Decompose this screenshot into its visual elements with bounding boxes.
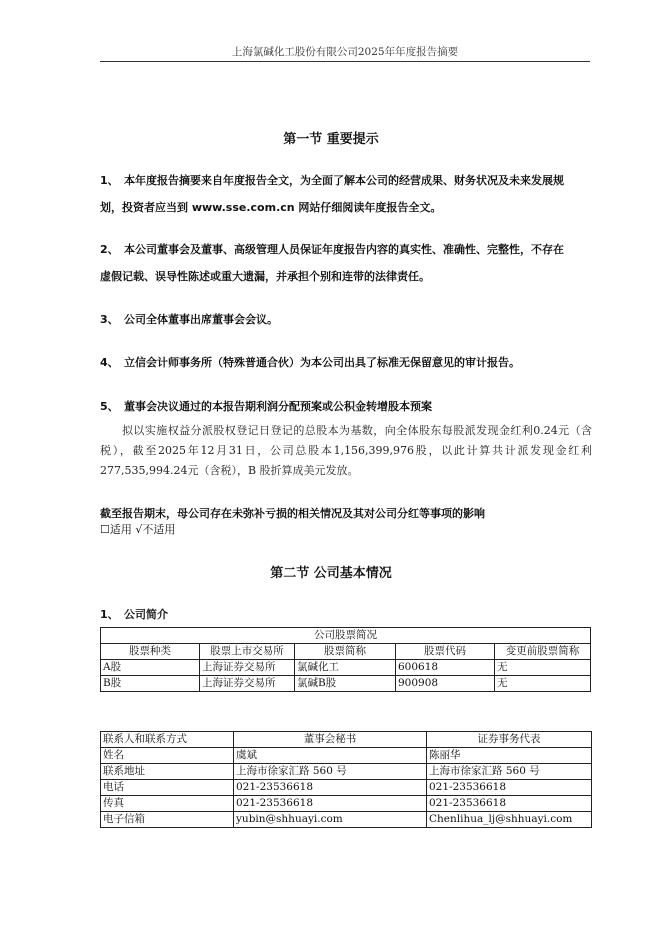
loss-heading: 截至报告期末，母公司存在未弥补亏损的相关情况及其对公司分红等事项的影响 [100,507,485,520]
table-row [101,676,591,692]
email-link[interactable]: Chenlihua_lj@shhuayi.com [427,812,592,828]
table-header-cell: 董事会秘书 [234,732,427,748]
company-intro-heading [100,601,592,628]
table-cell: 电子信箱 [101,812,234,828]
table-cell: 021-23536618 [427,796,592,812]
item-number: 4、 [100,356,119,369]
table-cell: 电话 [101,780,234,796]
item-label: 公司简介 [124,608,168,621]
dividend-paragraph: 拟以实施权益分派股权登记日登记的总股本为基数，向全体股东每股派发现金红利0.24元（含税），截至2025年12月31日，公司总股本1,156,399,976股，以此计算共计派发现金红利277,535,994.24元（含税），B 股折算成美元发放。 [100,424,592,477]
table-cell: 姓名 [101,748,234,764]
table-row [101,812,592,828]
table-header-cell: 变更前股票简称 [495,644,591,660]
loss-applicability: ☐适用 √不适用 [100,523,176,536]
table-cell: 021-23536618 [427,780,592,796]
item-text-line1: 董事会决议通过的本报告期利润分配预案或公积金转增股本预案 [124,400,432,413]
table-cell: 联系地址 [101,764,234,780]
table-header-cell: 证券事务代表 [427,732,592,748]
item-number: 1、 [100,174,119,187]
table-cell: 陈丽华 [427,748,592,764]
table-cell: 900908 [396,676,495,692]
notice-item-1 [100,167,592,221]
table-cell: 氯碱化工 [295,660,396,676]
notice-item-2 [100,236,592,290]
item-text-line1: 公司全体董事出席董事会会议。 [124,313,278,326]
table-header-cell: 股票种类 [101,644,200,660]
page-header: 上海氯碱化工股份有限公司2025年年度报告摘要 [231,46,459,58]
contact-table [100,731,592,828]
table-cell: 传真 [101,796,234,812]
item-number: 2、 [100,243,119,256]
table-cell: B股 [101,676,200,692]
table-cell: 600618 [396,660,495,676]
item-number: 1、 [100,608,119,621]
table-cell: A股 [101,660,200,676]
table-cell: 上海证券交易所 [200,660,295,676]
item-text-line2: 划，投资者应当到 www.sse.com.cn 网站仔细阅读年度报告全文。 [100,201,442,214]
table-row [101,748,592,764]
table-cell: 上海证券交易所 [200,676,295,692]
table-header-cell: 股票上市交易所 [200,644,295,660]
table-cell: 上海市徐家汇路 560 号 [234,764,427,780]
notice-item-5 [100,393,592,420]
section2-title: 第二节 公司基本情况 [270,566,392,581]
notice-item-3 [100,306,592,333]
table-row [101,796,592,812]
table-header-cell: 联系人和联系方式 [101,732,234,748]
item-text-line1: 本公司董事会及董事、高级管理人员保证年度报告内容的真实性、准确性、完整性，不存在 [124,243,564,256]
header-rule [100,61,590,62]
table-row [101,764,592,780]
table-cell: 021-23536618 [234,796,427,812]
item-text-line1: 立信会计师事务所（特殊普通合伙）为本公司出具了标准无保留意见的审计报告。 [124,356,520,369]
email-link[interactable]: yubin@shhuayi.com [234,812,427,828]
table-cell: 虞斌 [234,748,427,764]
table-header-cell: 股票代码 [396,644,495,660]
notice-item-4 [100,349,592,376]
item-number: 5、 [100,400,119,413]
table-cell: 无 [495,676,591,692]
item-text-line1: 本年度报告摘要来自年度报告全文，为全面了解本公司的经营成果、财务状况及未来发展规 [124,174,564,187]
table-row [101,660,591,676]
table-header-cell: 股票简称 [295,644,396,660]
stock-table-caption: 公司股票简况 [101,628,591,644]
table-cell: 上海市徐家汇路 560 号 [427,764,592,780]
table-cell: 无 [495,660,591,676]
item-text-line2: 虚假记载、误导性陈述或重大遗漏，并承担个别和连带的法律责任。 [100,270,430,283]
item-number: 3、 [100,313,119,326]
stock-table [100,627,591,692]
section1-title: 第一节 重要提示 [283,132,379,147]
table-row [101,780,592,796]
table-cell: 021-23536618 [234,780,427,796]
table-cell: 氯碱B股 [295,676,396,692]
